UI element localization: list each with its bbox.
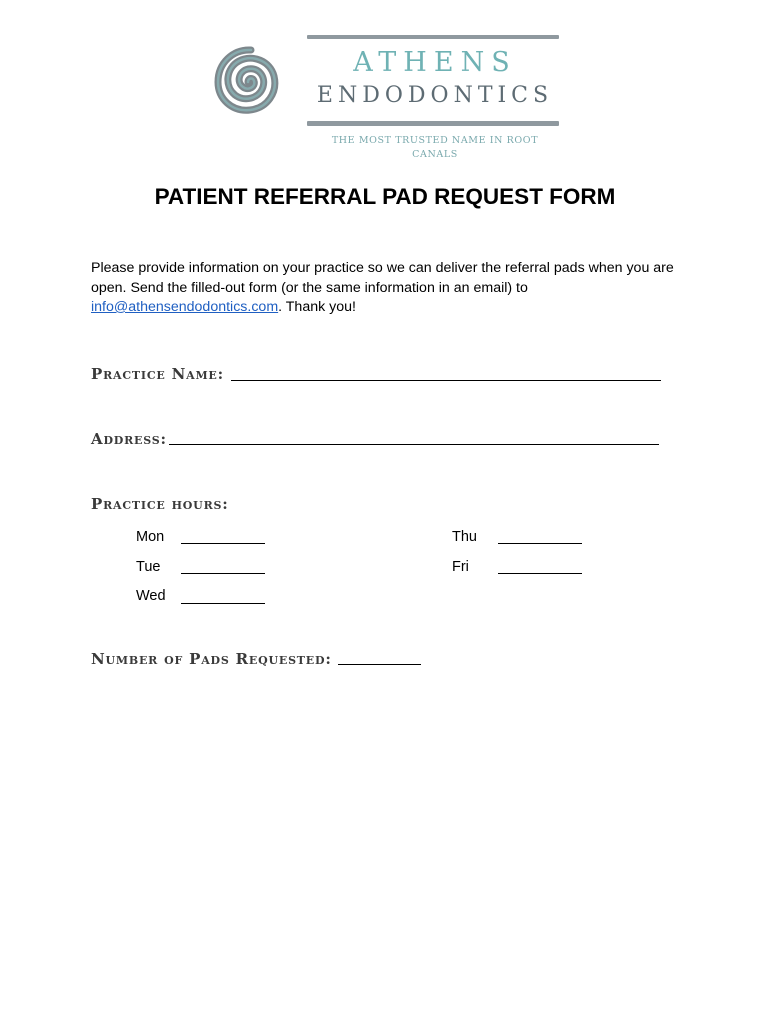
hours-field-mon[interactable] <box>181 543 265 544</box>
number-of-pads-field[interactable] <box>338 664 421 665</box>
hours-field-wed[interactable] <box>181 603 265 604</box>
intro-text-after: . Thank you! <box>278 299 356 315</box>
intro-paragraph <box>91 259 691 318</box>
number-of-pads-label: Number of Pads Requested: <box>91 650 332 668</box>
hours-field-fri[interactable] <box>498 573 582 574</box>
hours-field-thu[interactable] <box>498 543 582 544</box>
day-label-fri: Fri <box>452 559 469 575</box>
day-label-mon: Mon <box>136 529 165 545</box>
practice-name-field[interactable] <box>231 380 661 381</box>
address-field[interactable] <box>169 444 659 445</box>
logo-tagline: THE MOST TRUSTED NAME IN ROOT CANALS <box>331 135 539 160</box>
logo-bottom-bar <box>307 121 559 126</box>
spiral-logo-icon <box>206 38 290 122</box>
practice-hours-label: Practice hours: <box>91 495 229 513</box>
day-label-tue: Tue <box>136 559 161 575</box>
logo-name-endodontics: ENDODONTICS <box>316 83 554 108</box>
athens-endodontics-logo <box>200 28 570 160</box>
logo-top-bar <box>307 35 559 39</box>
intro-text-before: Please provide information on your practice so we can deliver the referral pads when you are open. Send the filled-out form (or the same information in an email) to <box>91 260 674 296</box>
day-label-wed: Wed <box>136 588 166 604</box>
email-link[interactable]: info@athensendodontics.com <box>91 299 279 315</box>
address-label: Address: <box>91 430 167 448</box>
logo-name-athens: ATHENS <box>353 47 517 78</box>
day-label-thu: Thu <box>452 529 477 545</box>
hours-field-tue[interactable] <box>181 573 265 574</box>
form-title: PATIENT REFERRAL PAD REQUEST FORM <box>154 184 616 209</box>
practice-name-label: Practice Name: <box>91 365 224 383</box>
